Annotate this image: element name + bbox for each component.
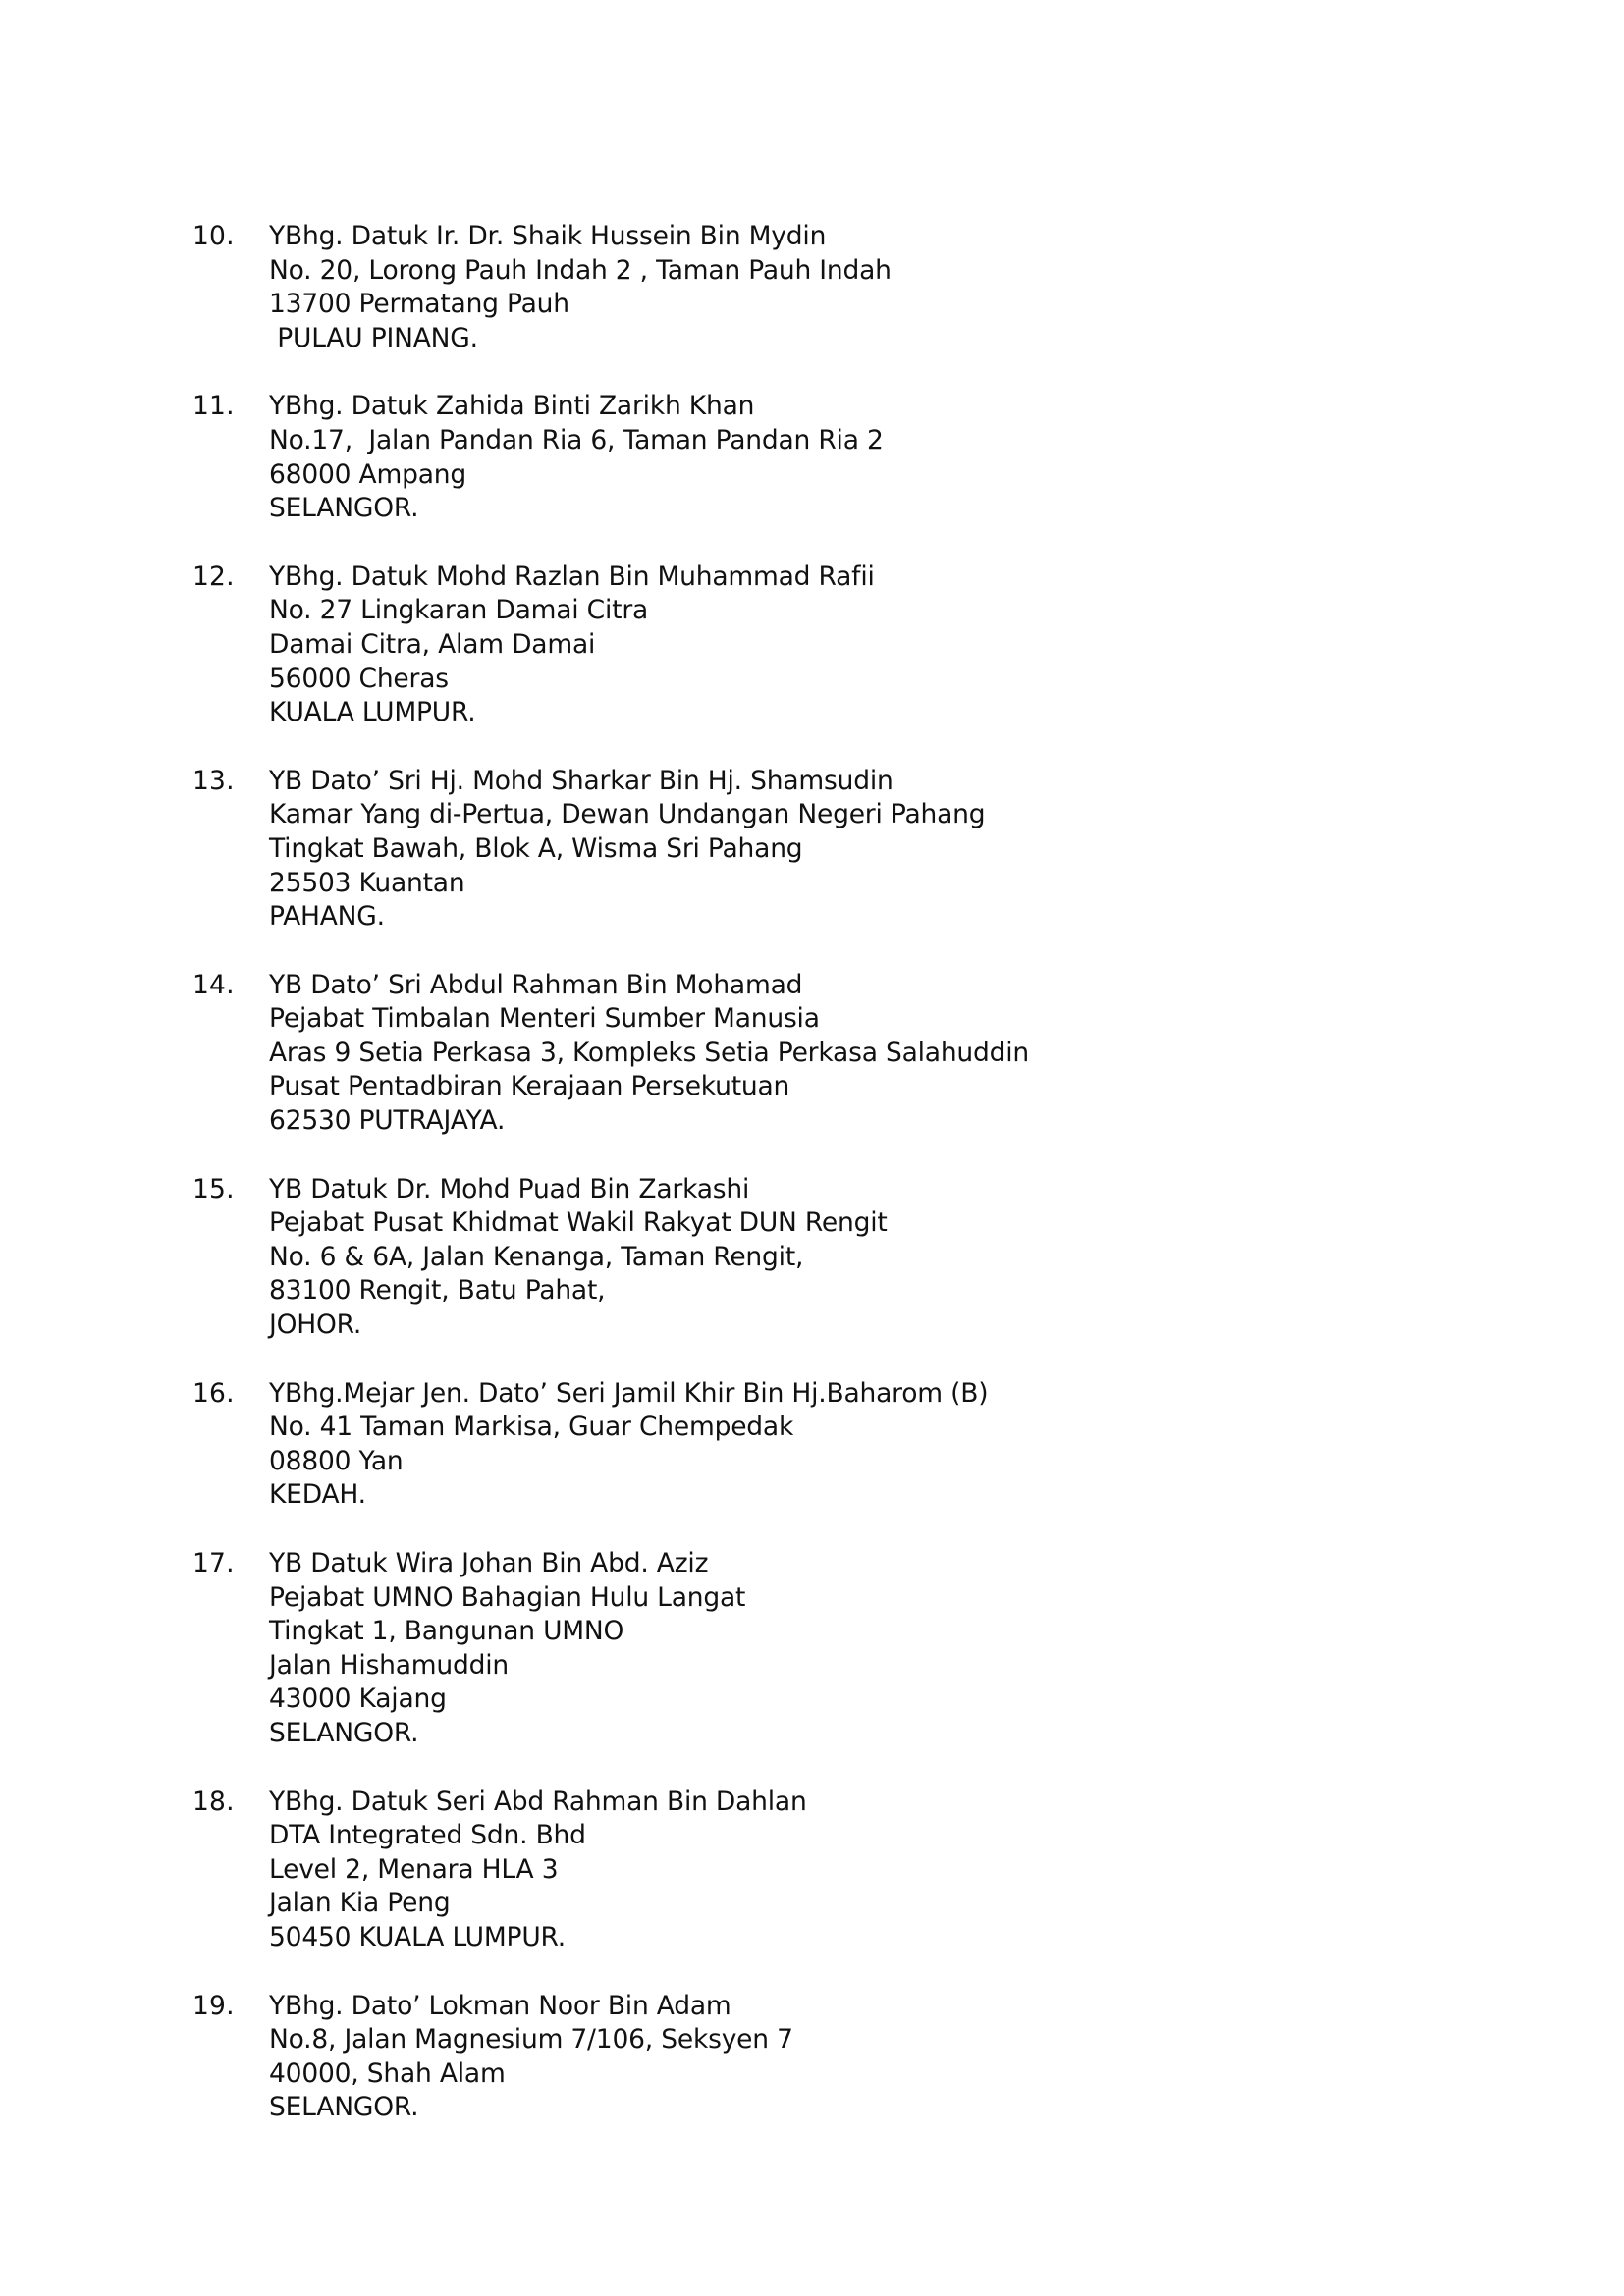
recipient-name: YBhg.Mejar Jen. Dato’ Seri Jamil Khir Bin Hj.Baharom (B) bbox=[269, 1377, 989, 1409]
address-line: 62530 PUTRAJAYA. bbox=[269, 1105, 506, 1137]
recipient-name: YB Datuk Dr. Mohd Puad Bin Zarkashi bbox=[269, 1173, 750, 1204]
address-line: Kamar Yang di-Pertua, Dewan Undangan Negeri Pahang bbox=[269, 799, 986, 830]
address-line: 13700 Permatang Pauh bbox=[269, 289, 569, 320]
address-entry bbox=[192, 1173, 1469, 1343]
address-line: No. 20, Lorong Pauh Indah 2 , Taman Pauh Indah bbox=[269, 254, 892, 286]
entry-number: 16. bbox=[192, 1377, 235, 1409]
address-line: 68000 Ampang bbox=[269, 458, 466, 490]
entry-number: 11. bbox=[192, 391, 235, 422]
address-block bbox=[269, 969, 1469, 1139]
address-line: Pejabat UMNO Bahagian Hulu Langat bbox=[269, 1581, 746, 1613]
address-block bbox=[269, 220, 1469, 355]
recipient-name: YB Dato’ Sri Abdul Rahman Bin Mohamad bbox=[269, 969, 803, 1000]
address-entry bbox=[192, 765, 1469, 934]
recipient-name: YBhg. Datuk Zahida Binti Zarikh Khan bbox=[269, 391, 755, 422]
address-line: KUALA LUMPUR. bbox=[269, 697, 476, 728]
address-entry bbox=[192, 969, 1469, 1139]
address-line: Pusat Pentadbiran Kerajaan Persekutuan bbox=[269, 1071, 790, 1102]
address-entry bbox=[192, 220, 1469, 355]
address-line: KEDAH. bbox=[269, 1479, 366, 1511]
address-line: Pejabat Pusat Khidmat Wakil Rakyat DUN Rengit bbox=[269, 1207, 888, 1239]
address-entry bbox=[192, 390, 1469, 525]
recipient-name: YBhg. Datuk Mohd Razlan Bin Muhammad Rafii bbox=[269, 561, 875, 592]
entry-number: 17. bbox=[192, 1548, 235, 1578]
address-line: Tingkat Bawah, Blok A, Wisma Sri Pahang bbox=[269, 832, 803, 864]
address-line: 40000, Shah Alam bbox=[269, 2057, 506, 2089]
address-block bbox=[269, 1786, 1469, 1955]
entry-number: 12. bbox=[192, 561, 235, 592]
address-line: DTA Integrated Sdn. Bhd bbox=[269, 1820, 586, 1851]
address-list bbox=[192, 220, 1469, 2160]
address-block bbox=[269, 561, 1469, 730]
entry-number: 13. bbox=[192, 765, 235, 796]
address-block bbox=[269, 390, 1469, 525]
address-entry bbox=[192, 1377, 1469, 1513]
address-line: No.17, Jalan Pandan Ria 6, Taman Pandan Ria 2 bbox=[269, 424, 884, 455]
address-line: 83100 Rengit, Batu Pahat, bbox=[269, 1275, 606, 1307]
address-line: No. 41 Taman Markisa, Guar Chempedak bbox=[269, 1412, 794, 1443]
address-line: No. 27 Lingkaran Damai Citra bbox=[269, 595, 649, 626]
address-block bbox=[269, 765, 1469, 934]
entry-number: 14. bbox=[192, 969, 235, 1000]
address-block bbox=[269, 1173, 1469, 1343]
address-line: SELANGOR. bbox=[269, 1717, 419, 1748]
address-line: Jalan Kia Peng bbox=[269, 1888, 451, 1919]
address-line: 56000 Cheras bbox=[269, 663, 449, 694]
address-entry bbox=[192, 1547, 1469, 1751]
recipient-name: YBhg. Datuk Ir. Dr. Shaik Hussein Bin Mydin bbox=[269, 221, 827, 251]
address-line: 43000 Kajang bbox=[269, 1683, 447, 1715]
recipient-name: YB Datuk Wira Johan Bin Abd. Aziz bbox=[269, 1548, 709, 1578]
address-block bbox=[269, 1377, 1469, 1513]
address-line: Aras 9 Setia Perkasa 3, Kompleks Setia Perkasa Salahuddin bbox=[269, 1037, 1030, 1068]
entry-number: 19. bbox=[192, 1990, 235, 2021]
recipient-name: YBhg. Dato’ Lokman Noor Bin Adam bbox=[269, 1990, 731, 2021]
address-entry bbox=[192, 1990, 1469, 2125]
address-line: SELANGOR. bbox=[269, 493, 419, 524]
address-line: JOHOR. bbox=[269, 1309, 362, 1341]
address-line: Level 2, Menara HLA 3 bbox=[269, 1853, 559, 1885]
address-entry bbox=[192, 561, 1469, 730]
entry-number: 10. bbox=[192, 221, 235, 251]
address-entry bbox=[192, 1786, 1469, 1955]
address-block bbox=[269, 1547, 1469, 1751]
entry-number: 15. bbox=[192, 1173, 235, 1204]
recipient-name: YBhg. Datuk Seri Abd Rahman Bin Dahlan bbox=[269, 1786, 807, 1817]
address-line: 50450 KUALA LUMPUR. bbox=[269, 1921, 567, 1952]
address-line: 25503 Kuantan bbox=[269, 867, 465, 898]
address-line: Tingkat 1, Bangunan UMNO bbox=[269, 1616, 624, 1647]
address-line: No. 6 & 6A, Jalan Kenanga, Taman Rengit, bbox=[269, 1241, 804, 1272]
address-line: No.8, Jalan Magnesium 7/106, Seksyen 7 bbox=[269, 2024, 793, 2056]
address-line: Pejabat Timbalan Menteri Sumber Manusia bbox=[269, 1003, 820, 1035]
recipient-name: YB Dato’ Sri Hj. Mohd Sharkar Bin Hj. Shamsudin bbox=[269, 765, 893, 796]
address-line: PULAU PINANG. bbox=[269, 322, 478, 353]
address-line: SELANGOR. bbox=[269, 2092, 419, 2123]
address-block bbox=[269, 1990, 1469, 2125]
address-line: Jalan Hishamuddin bbox=[269, 1649, 510, 1681]
address-line: PAHANG. bbox=[269, 901, 385, 933]
address-line: Damai Citra, Alam Damai bbox=[269, 628, 596, 660]
address-line: 08800 Yan bbox=[269, 1445, 404, 1476]
entry-number: 18. bbox=[192, 1786, 235, 1817]
